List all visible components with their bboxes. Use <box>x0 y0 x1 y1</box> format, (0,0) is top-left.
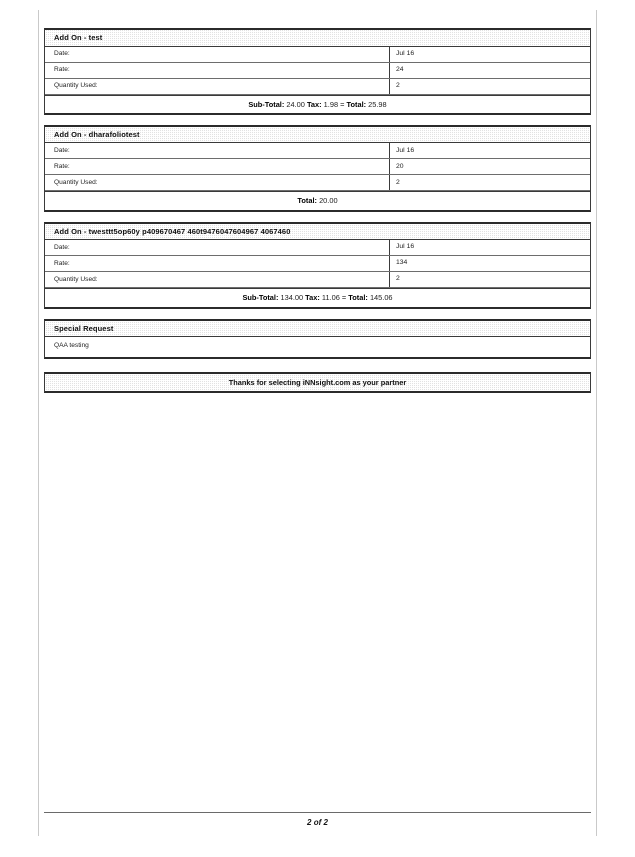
addon-header: Add On - twesttt5op60y p409670467 460t9476047604967 4067460 <box>45 224 590 241</box>
table-row <box>45 256 590 272</box>
addon-total-row <box>45 191 590 209</box>
total-label: Total: <box>346 99 367 109</box>
quantity-used-value: 2 <box>389 272 590 287</box>
quantity-used-label: Quantity Used: <box>54 178 98 186</box>
subtotal-label: Sub-Total: <box>248 99 285 109</box>
addon-block <box>44 28 591 115</box>
date-value: Jul 16 <box>389 240 590 255</box>
subtotal-value: 24.00 <box>286 99 305 109</box>
total-label: Total: <box>348 293 368 303</box>
thanks-banner: Thanks for selecting iNNsight.com as your partner <box>44 372 591 393</box>
tax-value: 11.06 <box>321 293 340 303</box>
rate-label: Rate: <box>54 259 70 267</box>
tax-label: Tax: <box>306 99 322 109</box>
quantity-used-label: Quantity Used: <box>54 81 98 89</box>
quantity-used-value: 2 <box>389 79 590 94</box>
special-request-header: Special Request <box>45 321 590 338</box>
addon-header: Add On - test <box>45 30 590 47</box>
subtotal-value: 134.00 <box>280 293 304 303</box>
special-request-text: QAA testing <box>54 342 89 350</box>
invoice-content <box>44 28 591 393</box>
total-value: 20.00 <box>319 196 338 206</box>
table-row <box>45 240 590 256</box>
table-row <box>45 47 590 63</box>
total-label: Total: <box>297 196 317 206</box>
equals-sign: = <box>340 99 345 109</box>
table-row <box>45 143 590 159</box>
table-row <box>45 159 590 175</box>
quantity-used-label: Quantity Used: <box>54 275 98 283</box>
total-value: 25.98 <box>368 99 387 109</box>
equals-sign: = <box>341 293 347 303</box>
table-row <box>45 63 590 79</box>
date-value: Jul 16 <box>389 47 590 62</box>
addon-total-row <box>45 95 590 113</box>
addon-total-row <box>45 288 590 306</box>
total-value: 145.06 <box>369 293 393 303</box>
rate-value: 134 <box>389 256 590 271</box>
date-label: Date: <box>54 146 70 154</box>
date-value: Jul 16 <box>389 143 590 158</box>
quantity-used-value: 2 <box>389 175 590 190</box>
addon-block <box>44 125 591 212</box>
page-number: 2 of 2 <box>307 818 328 827</box>
rate-label: Rate: <box>54 162 70 170</box>
tax-value: 1.98 <box>323 99 339 109</box>
table-row <box>45 272 590 288</box>
subtotal-label: Sub-Total: <box>242 293 279 303</box>
special-request-block <box>44 319 591 359</box>
rate-value: 20 <box>389 159 590 174</box>
rate-label: Rate: <box>54 65 70 73</box>
tax-label: Tax: <box>305 293 320 303</box>
addon-block <box>44 222 591 309</box>
table-row <box>45 175 590 191</box>
rate-value: 24 <box>389 63 590 78</box>
addon-header: Add On - dharafoliotest <box>45 127 590 144</box>
date-label: Date: <box>54 49 70 57</box>
page-footer <box>44 812 591 827</box>
table-row <box>45 79 590 95</box>
date-label: Date: <box>54 243 70 251</box>
